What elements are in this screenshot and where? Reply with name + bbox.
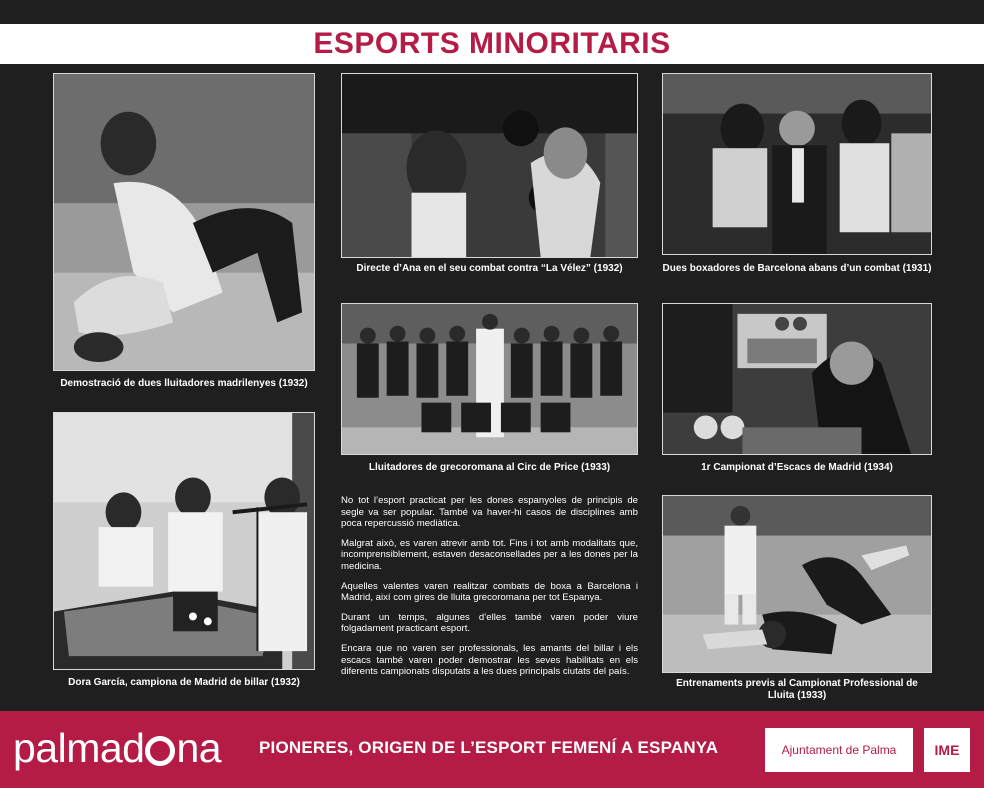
- photo-greco-roman-team: [341, 303, 638, 455]
- footer-bar: [0, 711, 984, 788]
- ime-logo-text: IME: [934, 742, 960, 758]
- caption-boxers-barcelona: Dues boxadores de Barcelona abans d’un combat (1931): [662, 263, 932, 274]
- page-title: ESPORTS MINORITARIS: [313, 27, 671, 60]
- title-bar: [0, 24, 984, 64]
- tagline: PIONERES, ORIGEN DE L’ESPORT FEMENÍ A ESPANYA: [259, 738, 719, 757]
- caption-greco-roman-team: Lluitadores de grecoromana al Circ de Price (1933): [368, 462, 611, 473]
- caption-billiards: Dora García, campiona de Madrid de billar (1932): [68, 677, 300, 688]
- photo-wrestlers-demo: [53, 73, 315, 371]
- caption-chess: 1r Campionat d’Escacs de Madrid (1934): [701, 462, 893, 473]
- brand-text-part2: na: [176, 725, 222, 771]
- body-paragraph: Malgrat això, es varen atrevir amb tot. Fins i tot amb modalitats que, incomprensiblement, estaven desaconsellades per a les dones per la medicina.: [341, 537, 638, 572]
- caption-wrestling-training: Entrenaments previs al Campionat Professional de Lluita (1933): [676, 678, 918, 701]
- body-text: [341, 495, 638, 686]
- body-paragraph: Encara que no varen ser professionals, les amants del billar i els escacs també varen poder demostrar les seves habilitats en els diferents campionats disputats a les dues principals ciutats del país.: [341, 642, 638, 678]
- ime-logo: [924, 728, 970, 772]
- photo-billiards: [53, 412, 315, 670]
- photo-wrestling-training: [662, 495, 932, 673]
- caption-boxing-match: Directe d’Ana en el seu combat contra “La Vélez” (1932): [356, 263, 623, 274]
- photo-boxers-barcelona: [662, 73, 932, 255]
- palmadona-logo: [13, 725, 221, 772]
- brand-text-part1: palmad: [13, 725, 145, 771]
- body-paragraph: Aquelles valentes varen realitzar combats de boxa a Barcelona i Madrid, així com gires de lluita grecoromana per tot Espanya.: [341, 580, 638, 604]
- photo-boxing-match: [341, 73, 638, 258]
- photo-chess: [662, 303, 932, 455]
- body-paragraph: No tot l’esport practicat per les dones espanyoles de principis de segle va ser popular. També va haver-hi casos de disciplines amb poca repercussió mediàtica.: [341, 495, 638, 530]
- brand-o-icon: [145, 736, 175, 766]
- ajuntament-logo: [765, 728, 913, 772]
- caption-wrestlers-demo: Demostració de dues lluitadores madrilenyes (1932): [60, 378, 308, 389]
- ajuntament-logo-text: Ajuntament de Palma: [781, 743, 897, 757]
- body-paragraph: Durant un temps, algunes d’elles també varen poder viure folgadament practicant esport.: [341, 611, 638, 635]
